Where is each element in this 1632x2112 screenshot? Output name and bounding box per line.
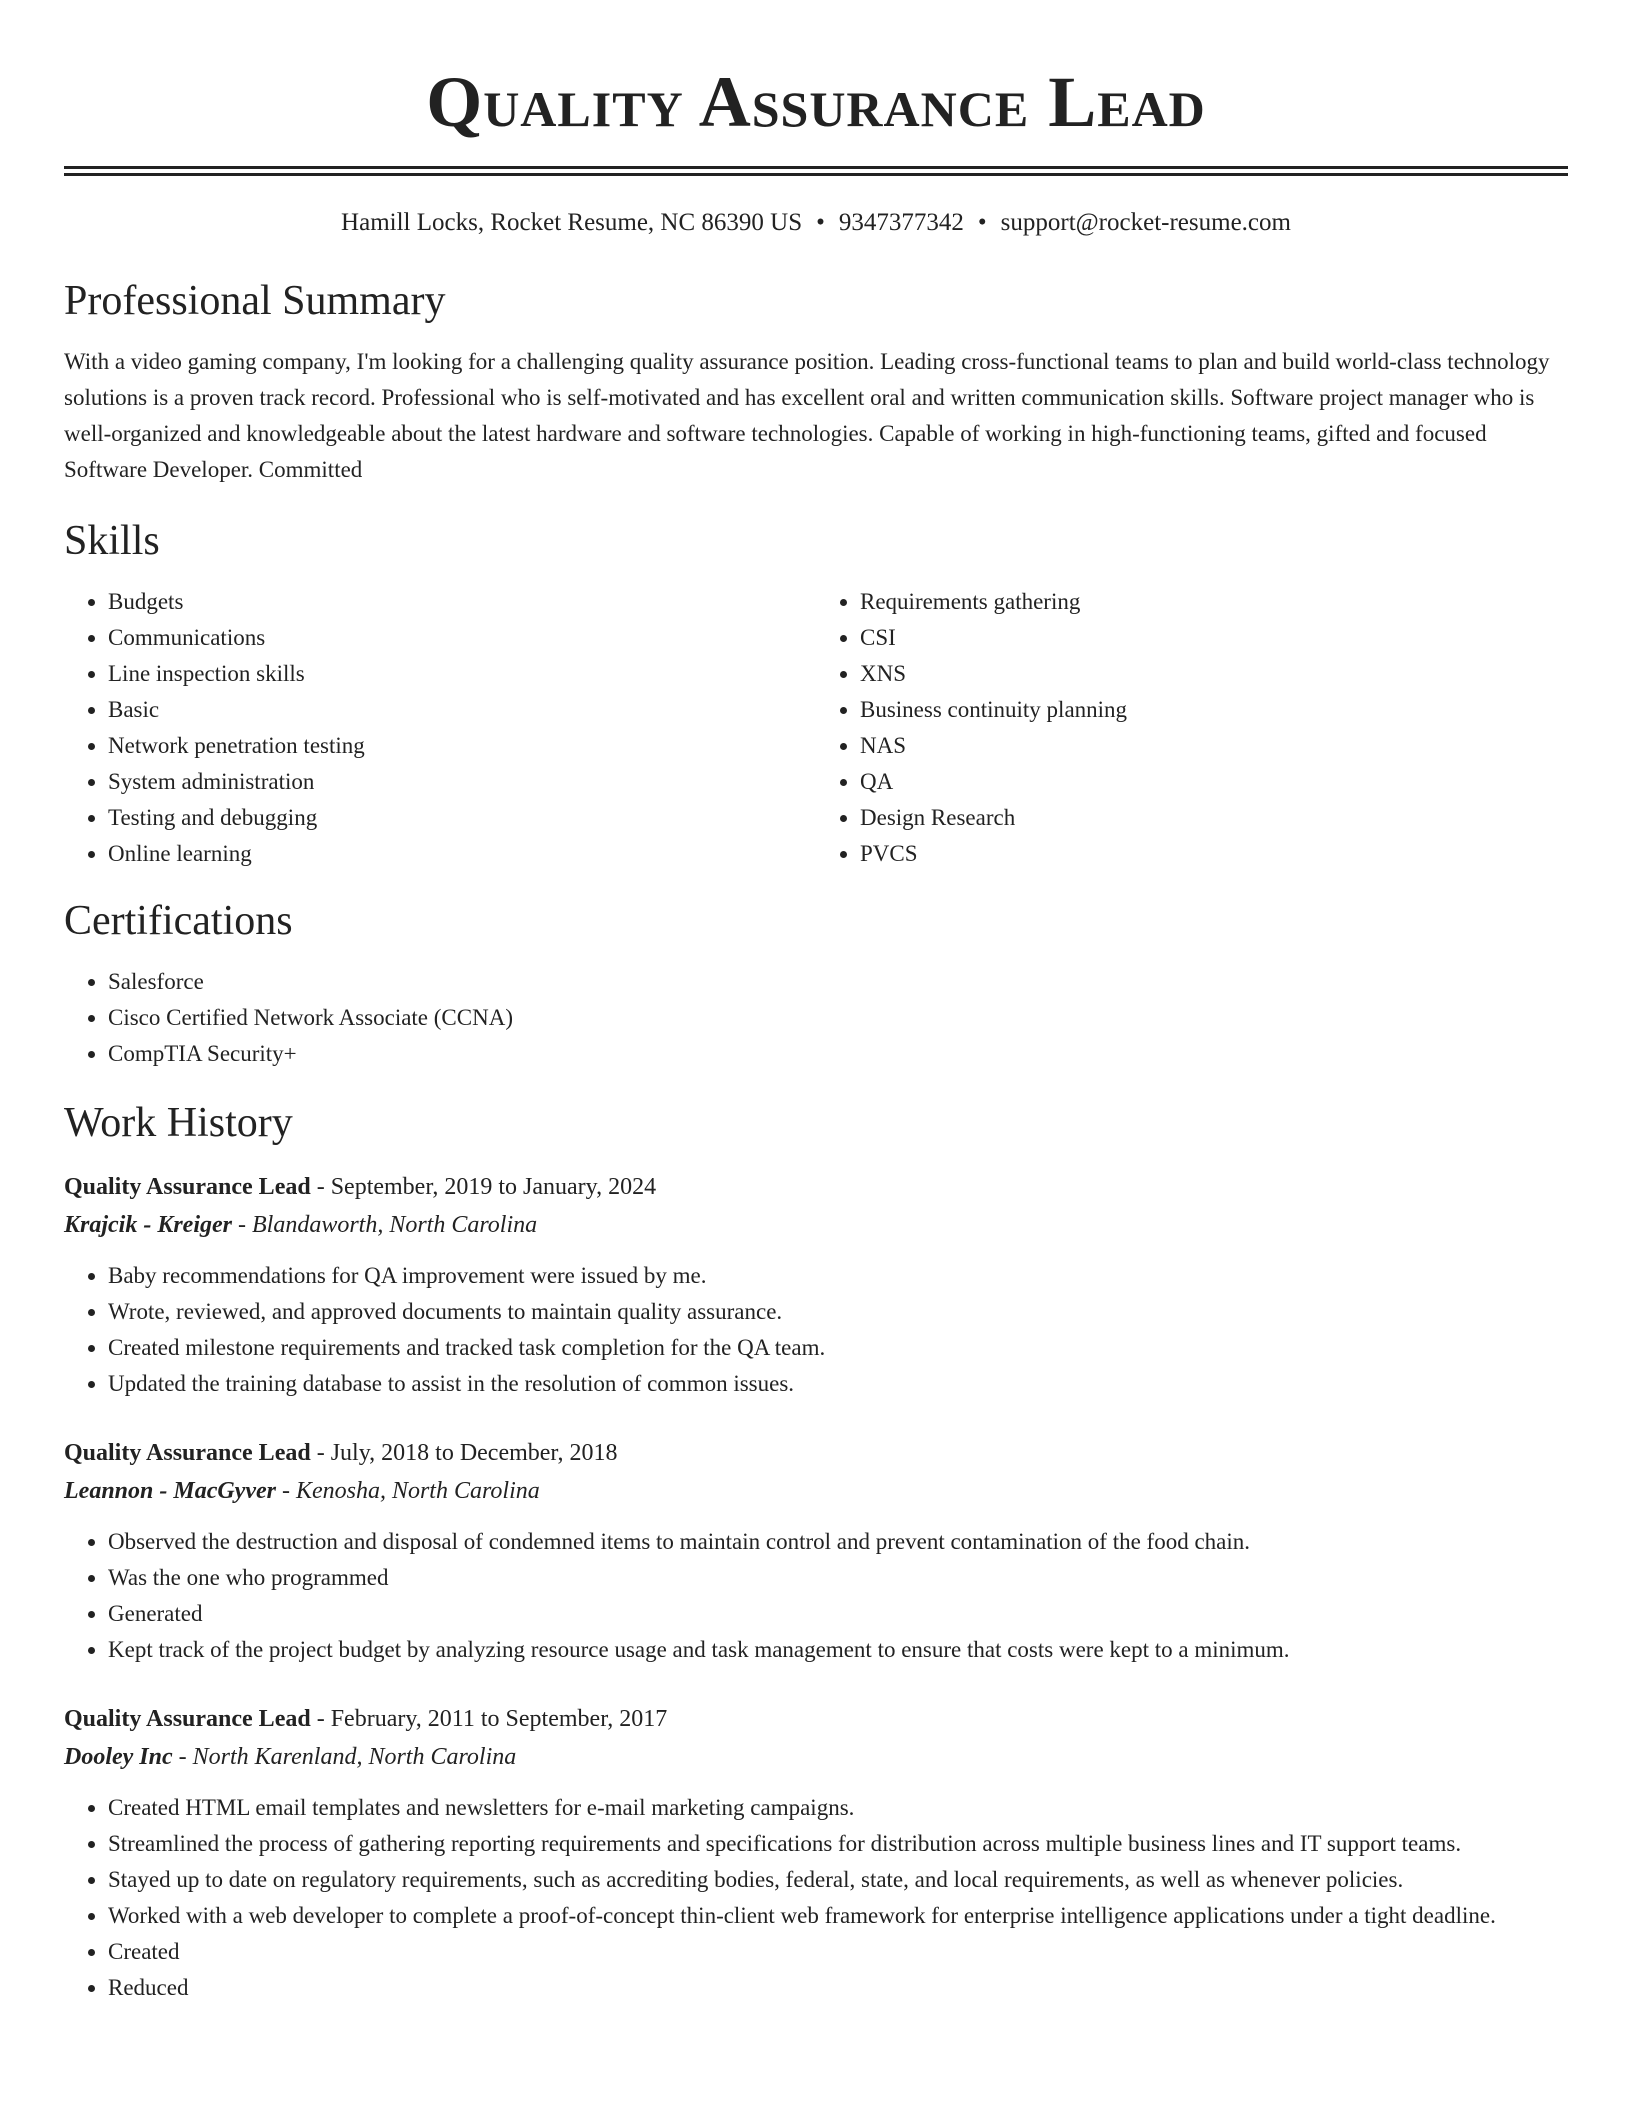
skill-item: • Communications <box>108 620 816 656</box>
skill-item: • System administration <box>108 764 816 800</box>
job-bullet: • Worked with a web developer to complete a proof-of-concept thin-client web framework for enterprise intelligence applications under a tight deadline. <box>108 1898 1568 1934</box>
skill-item: • Testing and debugging <box>108 800 816 836</box>
job-company: Leannon - MacGyver <box>64 1478 276 1504</box>
job-bullet: • Stayed up to date on regulatory requirements, such as accrediting bodies, federal, state, and local requirements, as well as whenever policies. <box>108 1862 1568 1898</box>
skill-item: • Business continuity planning <box>860 692 1568 728</box>
job-bullet: • Baby recommendations for QA improvement were issued by me. <box>108 1258 1568 1294</box>
certifications-heading: Certifications <box>64 898 293 944</box>
job-bullet: • Created milestone requirements and tracked task completion for the QA team. <box>108 1330 1568 1366</box>
certification-item: • Salesforce <box>108 964 1568 1000</box>
contact-email: support@rocket-resume.com <box>1000 209 1291 236</box>
skill-item: • Requirements gathering <box>860 584 1568 620</box>
skills-list-left <box>64 584 816 872</box>
summary-text: With a video gaming company, I'm looking for a challenging quality assurance position. Leading cross-functional teams to plan and build world-class technology solutions is a proven track record. Professional who is self-motivated and has excellent oral and written communication skills. Software project manager who is well-organized and knowledgeable about the latest hardware and software technologies. Capable of working in high-functioning teams, gifted and focused Software Developer. Committed <box>64 349 1550 482</box>
skill-item: • Basic <box>108 692 816 728</box>
job-employer <box>64 1738 1568 1776</box>
job-employer <box>64 1472 1568 1510</box>
job-dates: - September, 2019 to January, 2024 <box>310 1174 657 1200</box>
skill-item: • XNS <box>860 656 1568 692</box>
resume-title: Quality Assurance Lead <box>426 62 1206 142</box>
job-bullet: • Was the one who programmed <box>108 1560 1568 1596</box>
job-company: Dooley Inc <box>64 1744 173 1770</box>
skill-item: • Line inspection skills <box>108 656 816 692</box>
job-header <box>64 1168 1568 1206</box>
job-bullet: • Reduced <box>108 1970 1568 2006</box>
work-history-heading: Work History <box>64 1100 293 1146</box>
job-header <box>64 1434 1568 1472</box>
job-bullets <box>64 1524 1568 1668</box>
title-divider <box>64 166 1568 176</box>
skill-item: • QA <box>860 764 1568 800</box>
contact-phone: 9347377342 <box>838 209 964 236</box>
job-location: - Blandaworth, North Carolina <box>232 1212 538 1238</box>
job-entry <box>64 1168 1568 1402</box>
resume-page <box>64 0 1568 2006</box>
job-location: - Kenosha, North Carolina <box>275 1478 540 1504</box>
certifications-list <box>64 964 1568 1072</box>
job-bullet: • Streamlined the process of gathering reporting requirements and specifications for distribution across multiple business lines and IT support teams. <box>108 1826 1568 1862</box>
skill-item: • PVCS <box>860 836 1568 872</box>
job-employer <box>64 1206 1568 1244</box>
skill-item: • Budgets <box>108 584 816 620</box>
job-role: Quality Assurance Lead <box>64 1440 311 1466</box>
job-role: Quality Assurance Lead <box>64 1706 311 1732</box>
job-role: Quality Assurance Lead <box>64 1174 311 1200</box>
job-bullet: • Observed the destruction and disposal of condemned items to maintain control and prevent contamination of the food chain. <box>108 1524 1568 1560</box>
job-bullet: • Wrote, reviewed, and approved documents to maintain quality assurance. <box>108 1294 1568 1330</box>
job-bullet: • Generated <box>108 1596 1568 1632</box>
skills-heading: Skills <box>64 518 160 564</box>
job-company: Krajcik - Kreiger <box>64 1212 232 1238</box>
skills-list-right <box>816 584 1568 872</box>
job-bullets <box>64 1790 1568 2006</box>
certification-item: • Cisco Certified Network Associate (CCNA) <box>108 1000 1568 1036</box>
skill-item: • Online learning <box>108 836 816 872</box>
certifications-section <box>64 896 1568 1072</box>
job-bullets <box>64 1258 1568 1402</box>
summary-section <box>64 276 1568 488</box>
job-bullet: • Created HTML email templates and newsletters for e-mail marketing campaigns. <box>108 1790 1568 1826</box>
job-dates: - February, 2011 to September, 2017 <box>310 1706 668 1732</box>
job-location: - North Karenland, North Carolina <box>172 1744 517 1770</box>
certification-item: • CompTIA Security+ <box>108 1036 1568 1072</box>
contact-separator: • <box>816 209 825 236</box>
job-bullet: • Created <box>108 1934 1568 1970</box>
contact-address: Hamill Locks, Rocket Resume, NC 86390 US <box>341 209 803 236</box>
skills-section <box>64 516 1568 872</box>
job-entry <box>64 1434 1568 1668</box>
contact-separator: • <box>977 209 987 236</box>
skill-item: • Design Research <box>860 800 1568 836</box>
job-bullet: • Updated the training database to assist in the resolution of common issues. <box>108 1366 1568 1402</box>
job-dates: - July, 2018 to December, 2018 <box>310 1440 618 1466</box>
summary-heading: Professional Summary <box>64 278 446 324</box>
skill-item: • CSI <box>860 620 1568 656</box>
skills-columns <box>64 584 1568 872</box>
work-history-section <box>64 1098 1568 2006</box>
skill-item: • NAS <box>860 728 1568 764</box>
contact-line <box>64 206 1568 240</box>
skill-item: • Network penetration testing <box>108 728 816 764</box>
job-bullet: • Kept track of the project budget by analyzing resource usage and task management to ensure that costs were kept to a minimum. <box>108 1632 1568 1668</box>
job-entry <box>64 1700 1568 2006</box>
job-header <box>64 1700 1568 1738</box>
